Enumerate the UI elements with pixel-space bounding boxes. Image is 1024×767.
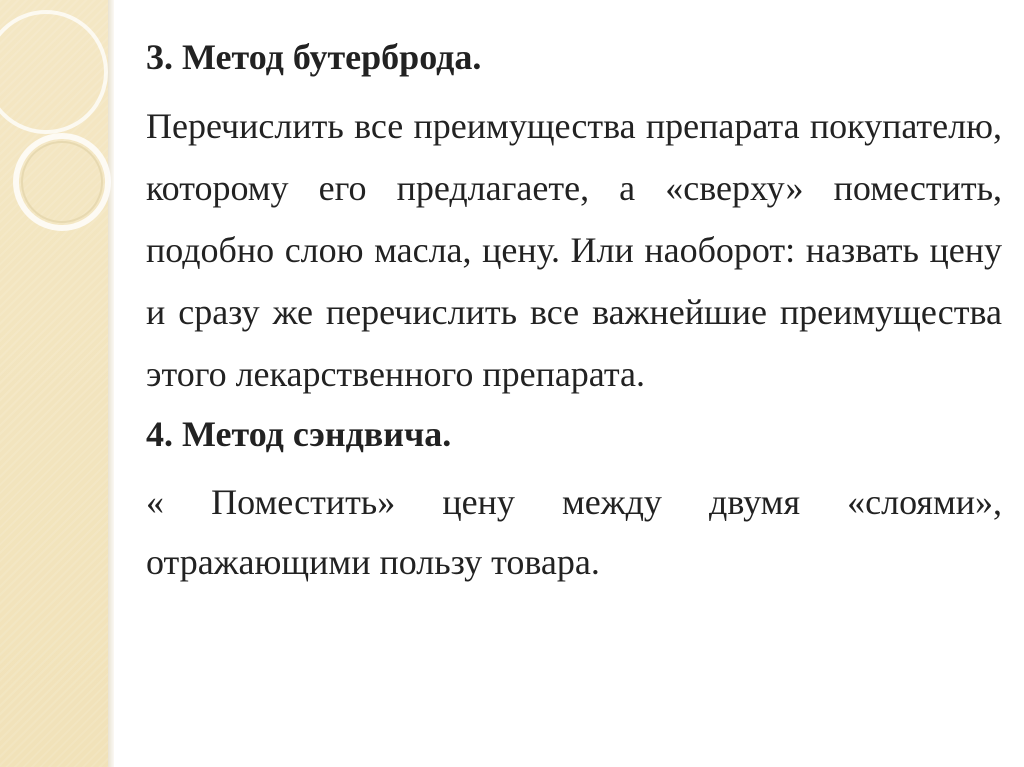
ring-icon — [0, 12, 106, 132]
decorative-rings — [0, 0, 140, 260]
ring-shadow — [22, 142, 102, 222]
ring-icon — [16, 136, 108, 228]
paragraph-sandwich-2-description: « Поместить» цену между двумя «слоями», отражающими пользу товара. — [146, 482, 1002, 583]
heading-sandwich-method-2: 4. Метод сэндвича. — [146, 414, 452, 455]
heading-sandwich-method: 3. Метод бутерброда. — [146, 37, 482, 77]
slide-content — [146, 30, 1002, 600]
paragraph-sandwich-description: Перечислить все преимущества препарата покупателю, которому его предлагаете, а «сверху» поместить, подобно слою масла, цену. Или наоборот: назвать цену и сразу же перечислить все важнейшие преимущества этого лекарственного препарата. — [146, 106, 1002, 395]
